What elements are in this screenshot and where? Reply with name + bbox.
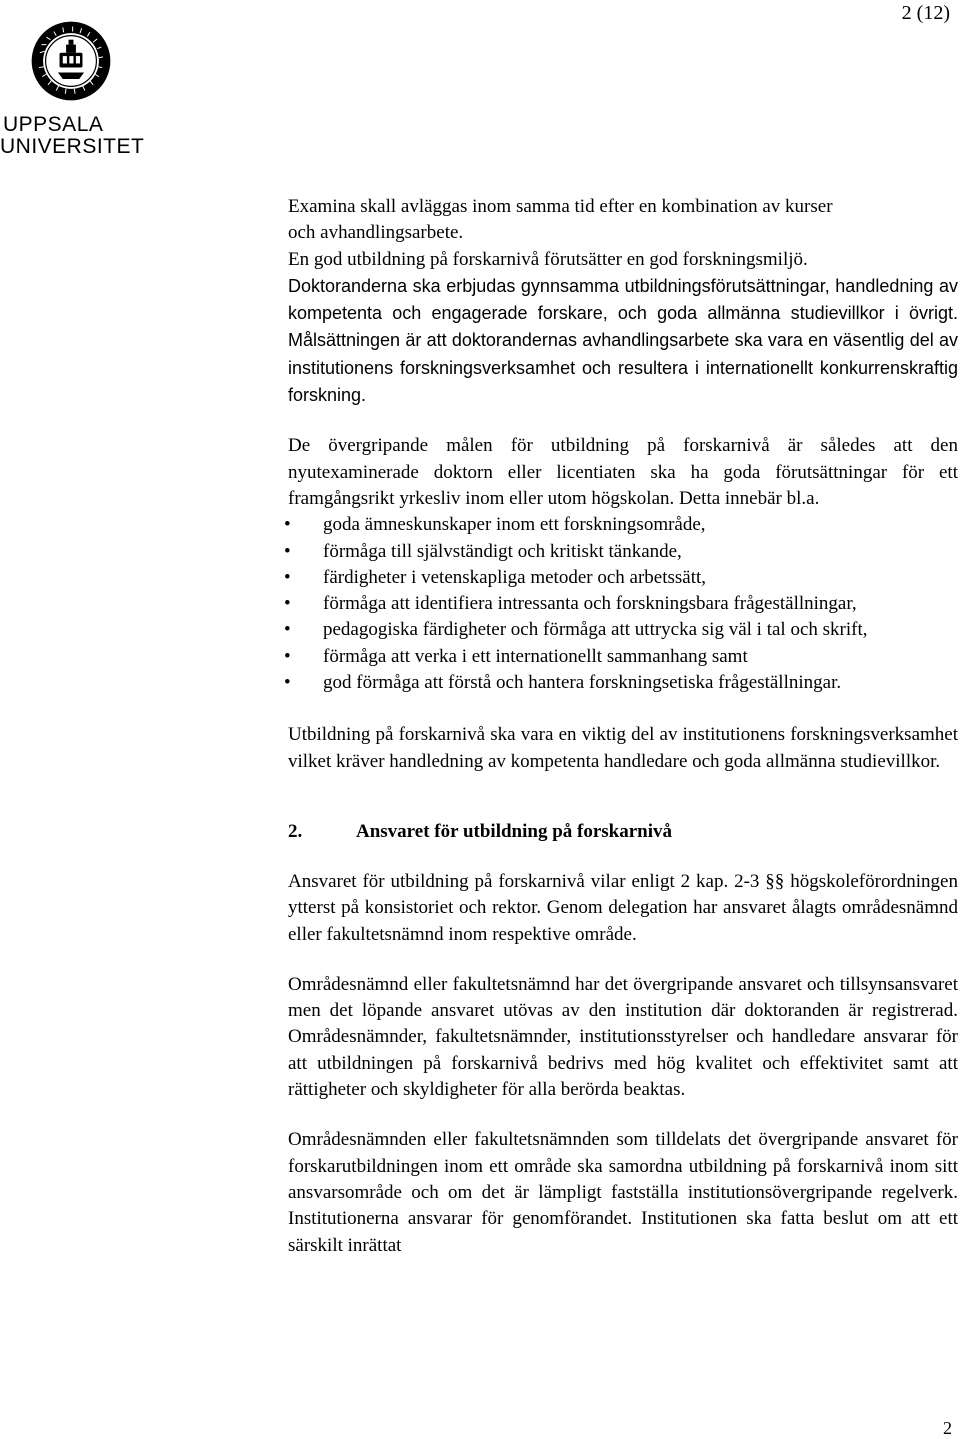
section-title: Ansvaret för utbildning på forskarnivå	[356, 820, 673, 842]
list-item	[284, 512, 958, 538]
section-paragraph-2: Områdesnämnd eller fakultetsnämnd har det övergripande ansvaret och tillsynsansvaret men det löpande ansvaret utövas av den institution där doktoranden är registrerad. Områdesnämnder, fakultetsnämnder, institutionsstyrelser och handledare ansvarar för att utbildningen på forskarnivå bedrivs med hög kvalitet och effektivitet samt att rättigheter och skyldigheter för alla berörda beaktas.	[288, 973, 958, 1101]
section-number: 2.	[288, 820, 303, 842]
section-paragraph-3: Områdesnämnden eller fakultetsnämnden som tilldelats det övergripande ansvaret för forskarutbildningen inom ett område ska samordna utbildning på forskarnivå inom sitt ansvarsområde och om det är lämpligt fastställa institutionsövergripande regelverk. Institutionerna ansvarar för genomförandet. Institutionen ska fatta beslut om att ett särskilt inrättat	[288, 1129, 958, 1256]
bullet-icon: •	[284, 514, 291, 536]
bullet-icon: •	[284, 540, 291, 562]
intro-paragraph-2	[288, 247, 958, 410]
bullet-icon: •	[284, 645, 291, 667]
list-item	[284, 644, 958, 670]
document-body	[284, 194, 958, 1259]
list-item	[284, 565, 958, 591]
list-item-text: god förmåga att förstå och hantera forskningsetiska frågeställningar.	[323, 672, 842, 694]
bullet-icon: •	[284, 593, 291, 615]
list-item	[284, 670, 958, 696]
goals-list	[284, 512, 958, 696]
goals-intro: De övergripande målen för utbildning på forskarnivå är således att den nyutexaminerade doktorn eller licentiaten ska ha goda förutsättningar för ett framgångsrikt yrkesliv inom eller utom högskolan. Detta innebär bl.a.	[288, 435, 958, 509]
bullet-icon: •	[284, 566, 291, 588]
intro-p2-goal-text: Målsättningen är att doktorandernas avhandlingsarbete ska vara en väsentlig del av institutionens forskningsverksamhet och resultera i internationellt konkurrenskraftig forskning.	[288, 330, 958, 406]
section-heading	[288, 819, 958, 845]
goals-closing-paragraph: Utbildning på forskarnivå ska vara en viktig del av institutionens forskningsverksamhet vilket kräver handledning av kompetenta handledare och goda allmänna studievillkor.	[288, 724, 958, 772]
list-item	[284, 591, 958, 617]
university-seal-icon	[30, 20, 112, 102]
list-item-text: förmåga att verka i ett internationellt sammanhang samt	[323, 645, 748, 667]
intro-paragraph-1	[288, 194, 958, 247]
list-item	[284, 539, 958, 565]
footer-page-number: 2	[943, 1418, 952, 1438]
bullet-icon: •	[284, 619, 291, 641]
intro-p2-line-1: En god utbildning på forskarnivå förutsätter en god forskningsmiljö.	[288, 248, 808, 270]
list-item-text: färdigheter i vetenskapliga metoder och arbetssätt,	[323, 566, 707, 588]
list-item-text: goda ämneskunskaper inom ett forskningsområde,	[323, 514, 706, 536]
intro-p2-sans-text: Doktoranderna ska erbjudas gynnsamma utbildningsförutsättningar, handledning av kompetenta och engagerade forskare, och goda allmänna studievillkor i övrigt.	[288, 275, 958, 324]
intro-line-2: och avhandlingsarbete.	[288, 222, 464, 244]
list-item-text: förmåga att identifiera intressanta och forskningsbara frågeställningar,	[323, 593, 857, 615]
logo-text-uppsala: UPPSALA	[3, 113, 104, 136]
logo-text-universitet: UNIVERSITET	[0, 135, 145, 158]
list-item	[284, 617, 958, 643]
intro-line-1: Examina skall avläggas inom samma tid efter en kombination av kurser	[288, 196, 833, 217]
university-logo	[0, 20, 150, 158]
page-number: 2 (12)	[901, 2, 950, 24]
bullet-icon: •	[284, 672, 291, 694]
section-paragraph-1: Ansvaret för utbildning på forskarnivå vilar enligt 2 kap. 2-3 §§ högskoleförordningen ytterst på konsistoriet och rektor. Genom delegation har ansvaret ålagts områdesnämnd eller fakultetsnämnd inom respektive område.	[288, 870, 958, 945]
list-item-text: pedagogiska färdigheter och förmåga att uttrycka sig väl i tal och skrift,	[323, 619, 868, 641]
list-item-text: förmåga till självständigt och kritiskt tänkande,	[323, 540, 682, 562]
